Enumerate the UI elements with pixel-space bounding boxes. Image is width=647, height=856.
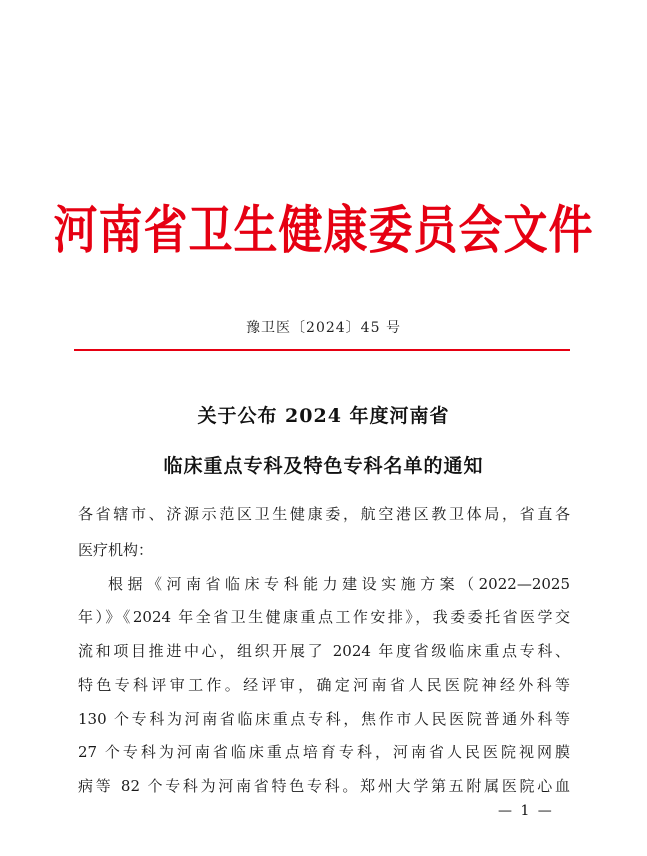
document-number: 豫卫医〔2024〕45 号 [246,320,401,336]
body-text-line: 医疗机构： [78,541,154,559]
issuing-authority-title: 河南省卫生健康委员会文件 [53,200,594,261]
body-text-line: 各省辖市、济源示范区卫生健康委，航空港区教卫体局，省直各 [78,505,570,523]
body-text-line: 根据《河南省临床专科能力建设实施方案（2022—2025 [108,575,570,593]
page-number: — 1 — [498,803,554,819]
body-text-line: 流和项目推进中心，组织开展了 2024 年度省级临床重点专科、 [78,642,570,660]
body-text-line: 病等 82 个专科为河南省特色专科。郑州大学第五附属医院心血 [78,777,570,795]
body-text-line: 年）》《2024 年全省卫生健康重点工作安排》，我委委托省医学交 [78,608,570,626]
notice-title-line-1: 关于公布 2024 年度河南省 [197,405,450,427]
red-divider-line [74,349,570,351]
body-text-line: 27 个专科为河南省临床重点培育专科，河南省人民医院视网膜 [78,743,570,761]
notice-title-line-2: 临床重点专科及特色专科名单的通知 [163,455,484,477]
body-text-line: 特色专科评审工作。经评审，确定河南省人民医院神经外科等 [78,676,570,694]
body-text-line: 130 个专科为河南省临床重点专科，焦作市人民医院普通外科等 [78,710,570,728]
